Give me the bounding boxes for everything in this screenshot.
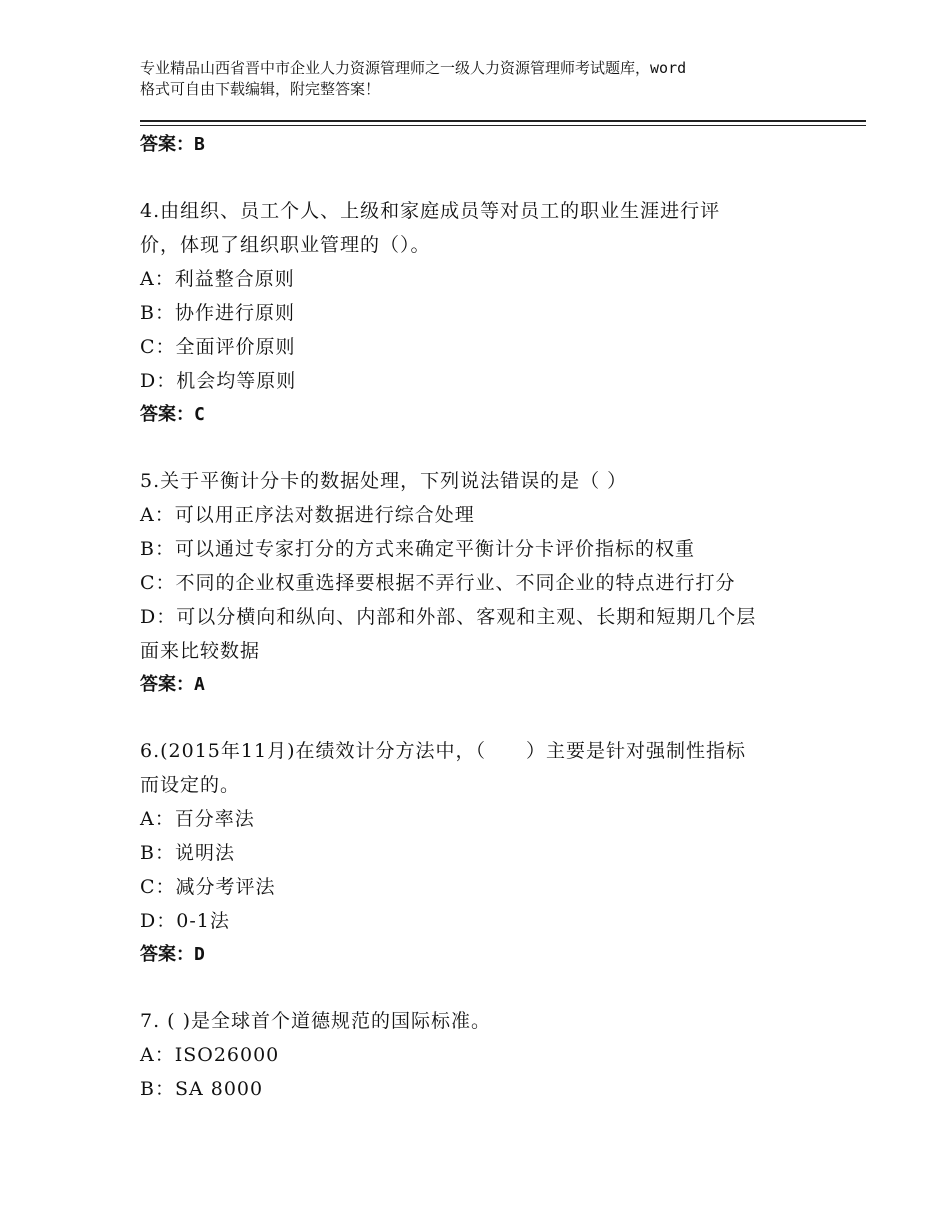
header-line-1: 专业精品山西省晋中市企业人力资源管理师之一级人力资源管理师考试题库，word [140, 59, 687, 77]
answer: 答案：A [140, 674, 205, 695]
answer-previous: 答案：B [140, 134, 205, 155]
option-a: A：百分率法 [140, 808, 255, 830]
option-a: A：ISO26000 [140, 1044, 280, 1066]
option-d: D：0-1法 [140, 910, 230, 932]
header-line-2: 格式可自由下载编辑，附完整答案！ [140, 80, 381, 98]
question-6 [140, 734, 820, 972]
option-b: B：SA 8000 [140, 1078, 264, 1100]
option-c: C：全面评价原则 [140, 336, 296, 358]
question-7 [140, 1004, 820, 1106]
question-stem-line: 价，体现了组织职业管理的（）。 [140, 234, 431, 256]
option-b: B：说明法 [140, 842, 235, 864]
header-rule-thin [140, 125, 866, 126]
option-a: A：可以用正序法对数据进行综合处理 [140, 504, 475, 526]
option-d: D：机会均等原则 [140, 370, 297, 392]
option-d-continued: 面来比较数据 [140, 640, 261, 662]
question-stem-line: 而设定的。 [140, 774, 241, 796]
question-stem-line: 5.关于平衡计分卡的数据处理，下列说法错误的是（ ） [140, 470, 628, 492]
option-a: A：利益整合原则 [140, 268, 295, 290]
question-4 [140, 194, 820, 432]
option-d: D：可以分横向和纵向、内部和外部、客观和主观、长期和短期几个层 [140, 606, 757, 628]
answer: 答案：D [140, 944, 205, 965]
option-b: B：可以通过专家打分的方式来确定平衡计分卡评价指标的权重 [140, 538, 695, 560]
option-b: B：协作进行原则 [140, 302, 295, 324]
document-header [140, 58, 830, 100]
question-stem-line: 7. ( )是全球首个道德规范的国际标准。 [140, 1010, 492, 1032]
answer: 答案：C [140, 404, 205, 425]
document-body [140, 128, 820, 1106]
question-stem-line: 4.由组织、员工个人、上级和家庭成员等对员工的职业生涯进行评 [140, 200, 721, 222]
option-c: C：减分考评法 [140, 876, 276, 898]
question-5 [140, 464, 820, 702]
header-rule-thick [140, 120, 866, 122]
option-c: C：不同的企业权重选择要根据不弄行业、不同企业的特点进行打分 [140, 572, 736, 594]
question-stem-line: 6.(2015年11月)在绩效计分方法中，（ ）主要是针对强制性指标 [140, 740, 746, 762]
